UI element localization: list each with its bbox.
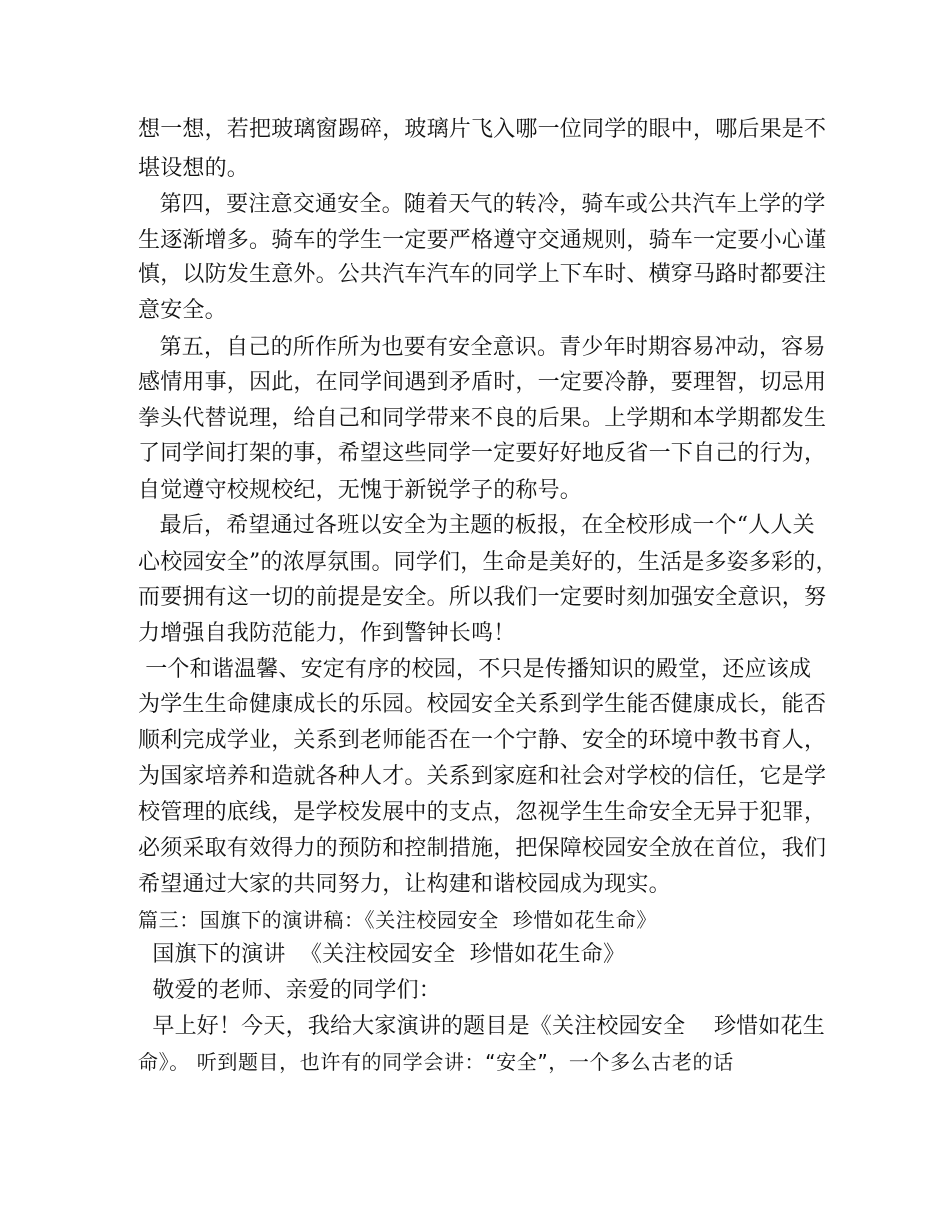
text-line: 堪设想的。 [138, 156, 250, 181]
text-line: 拳头代替说理，给自己和同学带来不良的后果。上学期和本学期都发生 [138, 406, 827, 431]
text-line: 想一想，若把玻璃窗踢碎，玻璃片飞入哪一位同学的眼中，哪后果是不 [138, 117, 827, 142]
text-line: 必须采取有效得力的预防和控制措施，把保障校园安全放在首位，我们 [138, 836, 827, 861]
text-line: 为学生生命健康成长的乐园。校园安全关系到学生能否健康成长，能否 [138, 692, 827, 717]
section-heading: 篇三：国旗下的演讲稿：《关注校园安全 珍惜如花生命》 [138, 908, 657, 932]
text-line: 为国家培养和造就各种人才。关系到家庭和社会对学校的信任，它是学 [138, 764, 827, 789]
text-line: 感情用事，因此，在同学间遇到矛盾时，一定要冷静，要理智，切忌用 [138, 370, 827, 395]
salutation-line: 敬爱的老师、亲爱的同学们： [138, 978, 441, 1003]
text-line: 命》。 听到题目，也许有的同学会讲：“安全”，一个多么古老的话 [138, 1050, 734, 1074]
text-line: 心校园安全”的浓厚氛围。同学们，生命是美好的，生活是多姿多彩的， [138, 550, 838, 575]
text-line: 第五，自己的所作所为也要有安全意识。青少年时期容易冲动，容易 [138, 335, 826, 360]
text-line: 希望通过大家的共同努力，让构建和谐校园成为现实。 [138, 872, 671, 897]
text-line: 力增强自我防范能力，作到警钟长鸣！ [138, 621, 516, 646]
text-line: 自觉遵守校规校纪，无愧于新锐学子的称号。 [138, 478, 583, 503]
text-line: 而要拥有这一切的前提是安全。所以我们一定要时刻加强安全意识，努 [138, 585, 827, 610]
text-line: 生逐渐增多。骑车的学生一定要严格遵守交通规则，骑车一定要小心谨 [138, 228, 827, 253]
text-line: 了同学间打架的事，希望这些同学一定要好好地反省一下自己的行为， [138, 441, 827, 466]
text-line: 一个和谐温馨、安定有序的校园，不只是传播知识的殿堂，还应该成 [138, 657, 812, 682]
text-line: 意安全。 [138, 298, 227, 323]
text-line: 第四，要注意交通安全。随着天气的转冷，骑车或公共汽车上学的学 [138, 192, 826, 217]
text-line: 慎，以防发生意外。公共汽车汽车的同学上下车时、横穿马路时都要注 [138, 262, 827, 287]
text-line: 顺利完成学业，关系到老师能否在一个宁静、安全的环境中教书育人， [138, 728, 827, 753]
text-line: 最后，希望通过各班以安全为主题的板报，在全校形成一个“人人关 [138, 513, 815, 538]
text-line: 早上好！今天，我给大家演讲的题目是《关注校园安全 珍惜如花生 [138, 1014, 825, 1039]
text-line: 校管理的底线，是学校发展中的支点，忽视学生生命安全无异于犯罪， [138, 800, 827, 825]
speech-title-line: 国旗下的演讲 《关注校园安全 珍惜如花生命》 [138, 942, 626, 967]
